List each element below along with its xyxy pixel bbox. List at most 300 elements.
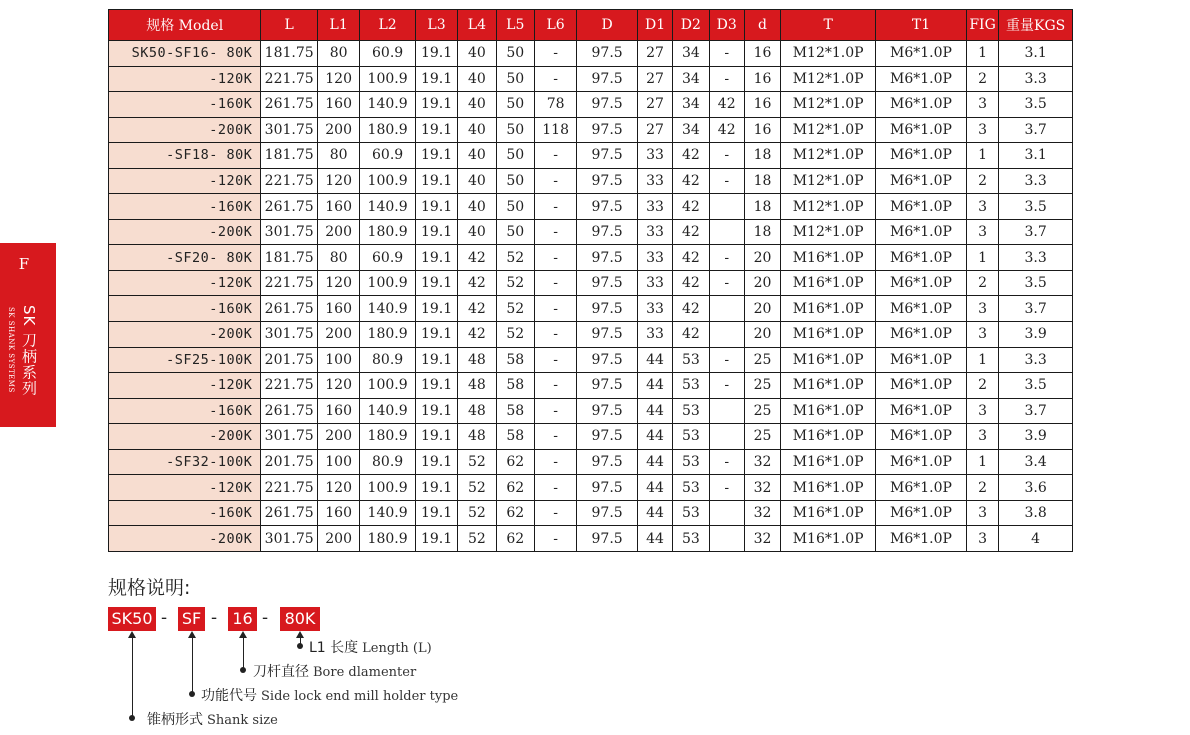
- table-cell: 34: [673, 41, 709, 67]
- table-cell: M12*1.0P: [781, 194, 876, 220]
- table-cell: M6*1.0P: [876, 168, 967, 194]
- table-cell: 53: [673, 526, 709, 552]
- table-cell: 42: [673, 143, 709, 169]
- table-cell: 3.3: [999, 245, 1073, 271]
- header-cell: 重量KGS: [999, 10, 1073, 41]
- table-cell: -: [534, 41, 576, 67]
- table-cell: M16*1.0P: [781, 424, 876, 450]
- table-cell: M6*1.0P: [876, 322, 967, 348]
- table-cell: 120: [317, 66, 359, 92]
- table-cell: 50: [496, 92, 534, 118]
- table-cell: 97.5: [577, 245, 638, 271]
- table-cell: 33: [637, 194, 672, 220]
- table-cell: 80.9: [360, 449, 416, 475]
- table-cell: 1: [966, 41, 998, 67]
- table-cell: 3.5: [999, 270, 1073, 296]
- table-cell: 97.5: [577, 526, 638, 552]
- table-cell: 60.9: [360, 245, 416, 271]
- spec-table: [108, 9, 1073, 552]
- table-cell: 180.9: [360, 526, 416, 552]
- table-cell: 19.1: [415, 270, 457, 296]
- table-cell: 4: [999, 526, 1073, 552]
- table-cell: 42: [673, 270, 709, 296]
- header-cell: L6: [534, 10, 576, 41]
- table-cell: -: [534, 270, 576, 296]
- table-cell: 180.9: [360, 322, 416, 348]
- table-body: [109, 41, 1073, 552]
- model-cell: -160K: [109, 194, 261, 220]
- table-cell: 3: [966, 500, 998, 526]
- table-cell: 100.9: [360, 270, 416, 296]
- table-cell: 53: [673, 424, 709, 450]
- table-cell: -: [709, 270, 744, 296]
- table-cell: 261.75: [261, 296, 318, 322]
- model-cell: -160K: [109, 398, 261, 424]
- table-cell: M6*1.0P: [876, 424, 967, 450]
- legend-en: Side lock end mill holder type: [261, 689, 459, 704]
- table-cell: 44: [637, 347, 672, 373]
- table-cell: 3.9: [999, 424, 1073, 450]
- table-cell: 16: [744, 117, 780, 143]
- table-cell: 62: [496, 449, 534, 475]
- header-cell: T1: [876, 10, 967, 41]
- table-cell: 100.9: [360, 475, 416, 501]
- table-cell: 20: [744, 245, 780, 271]
- table-cell: 97.5: [577, 449, 638, 475]
- table-cell: -: [709, 449, 744, 475]
- table-cell: 19.1: [415, 347, 457, 373]
- table-cell: 80.9: [360, 347, 416, 373]
- table-cell: -: [534, 449, 576, 475]
- table-cell: M6*1.0P: [876, 347, 967, 373]
- legend-en: Bore dlamenter: [313, 665, 417, 680]
- table-cell: 200: [317, 526, 359, 552]
- table-cell: 221.75: [261, 270, 318, 296]
- table-cell: 19.1: [415, 66, 457, 92]
- table-cell: 48: [458, 398, 496, 424]
- table-cell: M6*1.0P: [876, 194, 967, 220]
- table-cell: -: [534, 194, 576, 220]
- table-cell: [709, 424, 744, 450]
- table-cell: -: [534, 424, 576, 450]
- header-cell: L4: [458, 10, 496, 41]
- explanation-title: 规格说明:: [108, 577, 191, 599]
- code-function: SF: [178, 607, 205, 631]
- table-cell: 40: [458, 66, 496, 92]
- table-cell: -: [534, 475, 576, 501]
- table-cell: 42: [458, 270, 496, 296]
- table-cell: M16*1.0P: [781, 322, 876, 348]
- model-cell: -200K: [109, 322, 261, 348]
- table-cell: M16*1.0P: [781, 475, 876, 501]
- table-row: [109, 449, 1073, 475]
- table-cell: 42: [709, 117, 744, 143]
- table-cell: 201.75: [261, 449, 318, 475]
- table-cell: 34: [673, 92, 709, 118]
- table-cell: 19.1: [415, 322, 457, 348]
- table-cell: 180.9: [360, 219, 416, 245]
- table-cell: 34: [673, 117, 709, 143]
- model-cell: -160K: [109, 92, 261, 118]
- table-cell: 221.75: [261, 66, 318, 92]
- table-cell: 50: [496, 219, 534, 245]
- table-cell: 1: [966, 245, 998, 271]
- table-cell: 48: [458, 347, 496, 373]
- table-cell: 97.5: [577, 475, 638, 501]
- table-cell: [709, 219, 744, 245]
- table-cell: 40: [458, 92, 496, 118]
- table-cell: 2: [966, 475, 998, 501]
- table-cell: 42: [673, 322, 709, 348]
- table-row: [109, 398, 1073, 424]
- table-cell: 44: [637, 526, 672, 552]
- table-cell: 33: [637, 245, 672, 271]
- table-cell: 100: [317, 449, 359, 475]
- table-cell: -: [709, 143, 744, 169]
- table-cell: 1: [966, 449, 998, 475]
- model-cell: -200K: [109, 526, 261, 552]
- table-cell: 120: [317, 475, 359, 501]
- table-cell: M16*1.0P: [781, 398, 876, 424]
- table-cell: 62: [496, 475, 534, 501]
- table-cell: 221.75: [261, 168, 318, 194]
- table-cell: 27: [637, 41, 672, 67]
- table-cell: 52: [496, 296, 534, 322]
- leader-line: [192, 637, 193, 694]
- table-cell: 62: [496, 500, 534, 526]
- leader-dot: [189, 691, 195, 697]
- table-cell: 25: [744, 424, 780, 450]
- table-row: [109, 194, 1073, 220]
- table-cell: 3.9: [999, 322, 1073, 348]
- header-cell: L5: [496, 10, 534, 41]
- table-cell: M6*1.0P: [876, 500, 967, 526]
- table-cell: 60.9: [360, 143, 416, 169]
- header-cell: D: [577, 10, 638, 41]
- table-cell: 50: [496, 117, 534, 143]
- table-cell: 301.75: [261, 424, 318, 450]
- table-row: [109, 143, 1073, 169]
- legend-cn: L1 长度: [309, 640, 359, 656]
- leader-dot: [129, 715, 135, 721]
- table-cell: 3.3: [999, 66, 1073, 92]
- table-cell: M6*1.0P: [876, 143, 967, 169]
- table-cell: 52: [458, 475, 496, 501]
- table-cell: 60.9: [360, 41, 416, 67]
- side-tab-letter: F: [18, 255, 30, 273]
- table-cell: 52: [458, 449, 496, 475]
- table-cell: 200: [317, 424, 359, 450]
- table-row: [109, 296, 1073, 322]
- table-cell: M6*1.0P: [876, 373, 967, 399]
- header-cell: L: [261, 10, 318, 41]
- table-cell: 3.7: [999, 219, 1073, 245]
- table-cell: 97.5: [577, 168, 638, 194]
- table-cell: 19.1: [415, 41, 457, 67]
- table-cell: 160: [317, 296, 359, 322]
- table-cell: 32: [744, 500, 780, 526]
- table-row: [109, 347, 1073, 373]
- table-cell: 53: [673, 373, 709, 399]
- table-cell: -: [534, 143, 576, 169]
- table-cell: M16*1.0P: [781, 526, 876, 552]
- table-cell: 97.5: [577, 500, 638, 526]
- table-cell: 97.5: [577, 66, 638, 92]
- table-cell: -: [534, 500, 576, 526]
- table-cell: 97.5: [577, 322, 638, 348]
- table-cell: 80: [317, 245, 359, 271]
- table-cell: M6*1.0P: [876, 117, 967, 143]
- table-cell: 160: [317, 500, 359, 526]
- table-cell: 19.1: [415, 475, 457, 501]
- table-cell: 3.5: [999, 92, 1073, 118]
- model-cell: -SF25-100K: [109, 347, 261, 373]
- table-cell: M16*1.0P: [781, 296, 876, 322]
- table-cell: 32: [744, 449, 780, 475]
- table-cell: 200: [317, 322, 359, 348]
- table-cell: 120: [317, 168, 359, 194]
- header-cell: D3: [709, 10, 744, 41]
- table-cell: 3: [966, 424, 998, 450]
- table-cell: 3: [966, 219, 998, 245]
- table-cell: M12*1.0P: [781, 219, 876, 245]
- table-cell: 19.1: [415, 296, 457, 322]
- legend-cn: 功能代号: [201, 688, 257, 704]
- table-cell: 20: [744, 270, 780, 296]
- table-cell: 3.1: [999, 143, 1073, 169]
- table-cell: 100.9: [360, 168, 416, 194]
- table-row: [109, 322, 1073, 348]
- model-cell: -120K: [109, 168, 261, 194]
- side-tab-title-en: SK SHANK SYSTEMS: [7, 307, 15, 393]
- table-cell: 200: [317, 117, 359, 143]
- table-row: [109, 66, 1073, 92]
- header-cell: d: [744, 10, 780, 41]
- table-cell: 78: [534, 92, 576, 118]
- table-cell: 97.5: [577, 194, 638, 220]
- legend-function: [201, 685, 458, 705]
- table-row: [109, 245, 1073, 271]
- header-cell: FIG: [966, 10, 998, 41]
- table-cell: -: [709, 475, 744, 501]
- table-cell: M16*1.0P: [781, 500, 876, 526]
- table-cell: 97.5: [577, 296, 638, 322]
- table-row: [109, 41, 1073, 67]
- table-cell: 80: [317, 41, 359, 67]
- table-cell: M6*1.0P: [876, 66, 967, 92]
- table-cell: M12*1.0P: [781, 92, 876, 118]
- table-cell: M6*1.0P: [876, 475, 967, 501]
- table-cell: -: [534, 398, 576, 424]
- table-cell: 97.5: [577, 398, 638, 424]
- legend-shank: [147, 709, 278, 729]
- table-cell: 200: [317, 219, 359, 245]
- table-cell: M6*1.0P: [876, 526, 967, 552]
- leader-dot: [240, 667, 246, 673]
- table-cell: 2: [966, 373, 998, 399]
- code-bore-diameter: 16: [228, 607, 257, 631]
- table-cell: 18: [744, 194, 780, 220]
- table-cell: M6*1.0P: [876, 245, 967, 271]
- table-cell: 3: [966, 526, 998, 552]
- table-cell: 50: [496, 168, 534, 194]
- table-cell: 58: [496, 347, 534, 373]
- table-cell: 42: [673, 296, 709, 322]
- table-cell: 50: [496, 66, 534, 92]
- table-cell: 48: [458, 373, 496, 399]
- model-cell: -200K: [109, 219, 261, 245]
- table-cell: 44: [637, 449, 672, 475]
- table-cell: M6*1.0P: [876, 270, 967, 296]
- table-row: [109, 270, 1073, 296]
- table-cell: 3: [966, 398, 998, 424]
- table-cell: 40: [458, 117, 496, 143]
- table-cell: 40: [458, 219, 496, 245]
- table-cell: 3: [966, 117, 998, 143]
- table-cell: 20: [744, 296, 780, 322]
- table-cell: 181.75: [261, 143, 318, 169]
- table-row: [109, 500, 1073, 526]
- table-cell: 97.5: [577, 373, 638, 399]
- table-cell: 301.75: [261, 117, 318, 143]
- table-cell: 19.1: [415, 526, 457, 552]
- table-cell: 18: [744, 219, 780, 245]
- table-cell: 44: [637, 424, 672, 450]
- table-cell: 2: [966, 270, 998, 296]
- table-cell: 180.9: [360, 424, 416, 450]
- table-cell: M6*1.0P: [876, 41, 967, 67]
- table-cell: 18: [744, 168, 780, 194]
- table-cell: M16*1.0P: [781, 347, 876, 373]
- model-cell: SK50-SF16- 80K: [109, 41, 261, 67]
- legend-cn: 锥柄形式: [147, 712, 203, 728]
- table-cell: 52: [496, 245, 534, 271]
- table-cell: 52: [496, 322, 534, 348]
- table-cell: 62: [496, 526, 534, 552]
- table-cell: 2: [966, 66, 998, 92]
- code-separator: -: [211, 607, 218, 628]
- table-cell: 19.1: [415, 143, 457, 169]
- table-cell: 201.75: [261, 347, 318, 373]
- table-cell: M6*1.0P: [876, 449, 967, 475]
- header-cell: T: [781, 10, 876, 41]
- table-cell: 160: [317, 92, 359, 118]
- table-cell: 52: [458, 500, 496, 526]
- table-cell: 42: [709, 92, 744, 118]
- table-cell: 100: [317, 347, 359, 373]
- table-cell: -: [534, 373, 576, 399]
- table-cell: 97.5: [577, 92, 638, 118]
- header-cell: D2: [673, 10, 709, 41]
- table-cell: -: [534, 296, 576, 322]
- table-cell: 33: [637, 168, 672, 194]
- table-cell: 53: [673, 347, 709, 373]
- table-cell: 16: [744, 41, 780, 67]
- table-cell: 19.1: [415, 245, 457, 271]
- table-cell: 19.1: [415, 219, 457, 245]
- table-cell: 261.75: [261, 398, 318, 424]
- table-cell: 58: [496, 424, 534, 450]
- leader-line: [132, 637, 133, 718]
- table-cell: 160: [317, 398, 359, 424]
- table-cell: 97.5: [577, 143, 638, 169]
- table-cell: 261.75: [261, 500, 318, 526]
- table-cell: 58: [496, 373, 534, 399]
- table-row: [109, 92, 1073, 118]
- model-cell: -SF18- 80K: [109, 143, 261, 169]
- table-cell: 44: [637, 398, 672, 424]
- table-cell: 40: [458, 168, 496, 194]
- table-cell: M6*1.0P: [876, 296, 967, 322]
- table-row: [109, 526, 1073, 552]
- model-cell: -120K: [109, 475, 261, 501]
- table-cell: -: [709, 373, 744, 399]
- table-cell: 1: [966, 347, 998, 373]
- table-row: [109, 373, 1073, 399]
- leader-dot: [297, 643, 303, 649]
- table-cell: [709, 194, 744, 220]
- table-cell: 50: [496, 143, 534, 169]
- table-cell: 18: [744, 143, 780, 169]
- header-cell: L1: [317, 10, 359, 41]
- table-cell: 97.5: [577, 117, 638, 143]
- model-cell: -120K: [109, 373, 261, 399]
- table-cell: 19.1: [415, 398, 457, 424]
- table-cell: 3.3: [999, 168, 1073, 194]
- table-cell: -: [709, 347, 744, 373]
- table-cell: M12*1.0P: [781, 168, 876, 194]
- table-cell: 34: [673, 66, 709, 92]
- table-cell: -: [709, 41, 744, 67]
- table-cell: 53: [673, 449, 709, 475]
- header-cell: D1: [637, 10, 672, 41]
- table-cell: 42: [673, 168, 709, 194]
- table-cell: 97.5: [577, 219, 638, 245]
- table-cell: 120: [317, 270, 359, 296]
- model-cell: -120K: [109, 66, 261, 92]
- table-cell: 140.9: [360, 500, 416, 526]
- table-cell: 140.9: [360, 398, 416, 424]
- table-cell: 44: [637, 475, 672, 501]
- table-cell: 42: [673, 245, 709, 271]
- table-cell: 3.7: [999, 398, 1073, 424]
- table-cell: 27: [637, 92, 672, 118]
- legend-length: [309, 637, 432, 657]
- table-row: [109, 219, 1073, 245]
- table-cell: 301.75: [261, 322, 318, 348]
- table-cell: 20: [744, 322, 780, 348]
- table-cell: M12*1.0P: [781, 66, 876, 92]
- table-cell: 97.5: [577, 424, 638, 450]
- table-cell: 33: [637, 219, 672, 245]
- table-cell: 118: [534, 117, 576, 143]
- legend-en: Length (L): [362, 641, 432, 656]
- table-cell: 33: [637, 296, 672, 322]
- table-cell: 180.9: [360, 117, 416, 143]
- table-cell: 25: [744, 398, 780, 424]
- table-cell: 3.3: [999, 347, 1073, 373]
- table-cell: 42: [673, 194, 709, 220]
- table-cell: [709, 500, 744, 526]
- table-cell: 19.1: [415, 92, 457, 118]
- legend-cn: 刀杆直径: [253, 664, 309, 680]
- table-cell: 100.9: [360, 373, 416, 399]
- table-cell: 19.1: [415, 500, 457, 526]
- table-cell: 33: [637, 322, 672, 348]
- table-cell: [709, 322, 744, 348]
- table-cell: 261.75: [261, 92, 318, 118]
- table-cell: 1: [966, 143, 998, 169]
